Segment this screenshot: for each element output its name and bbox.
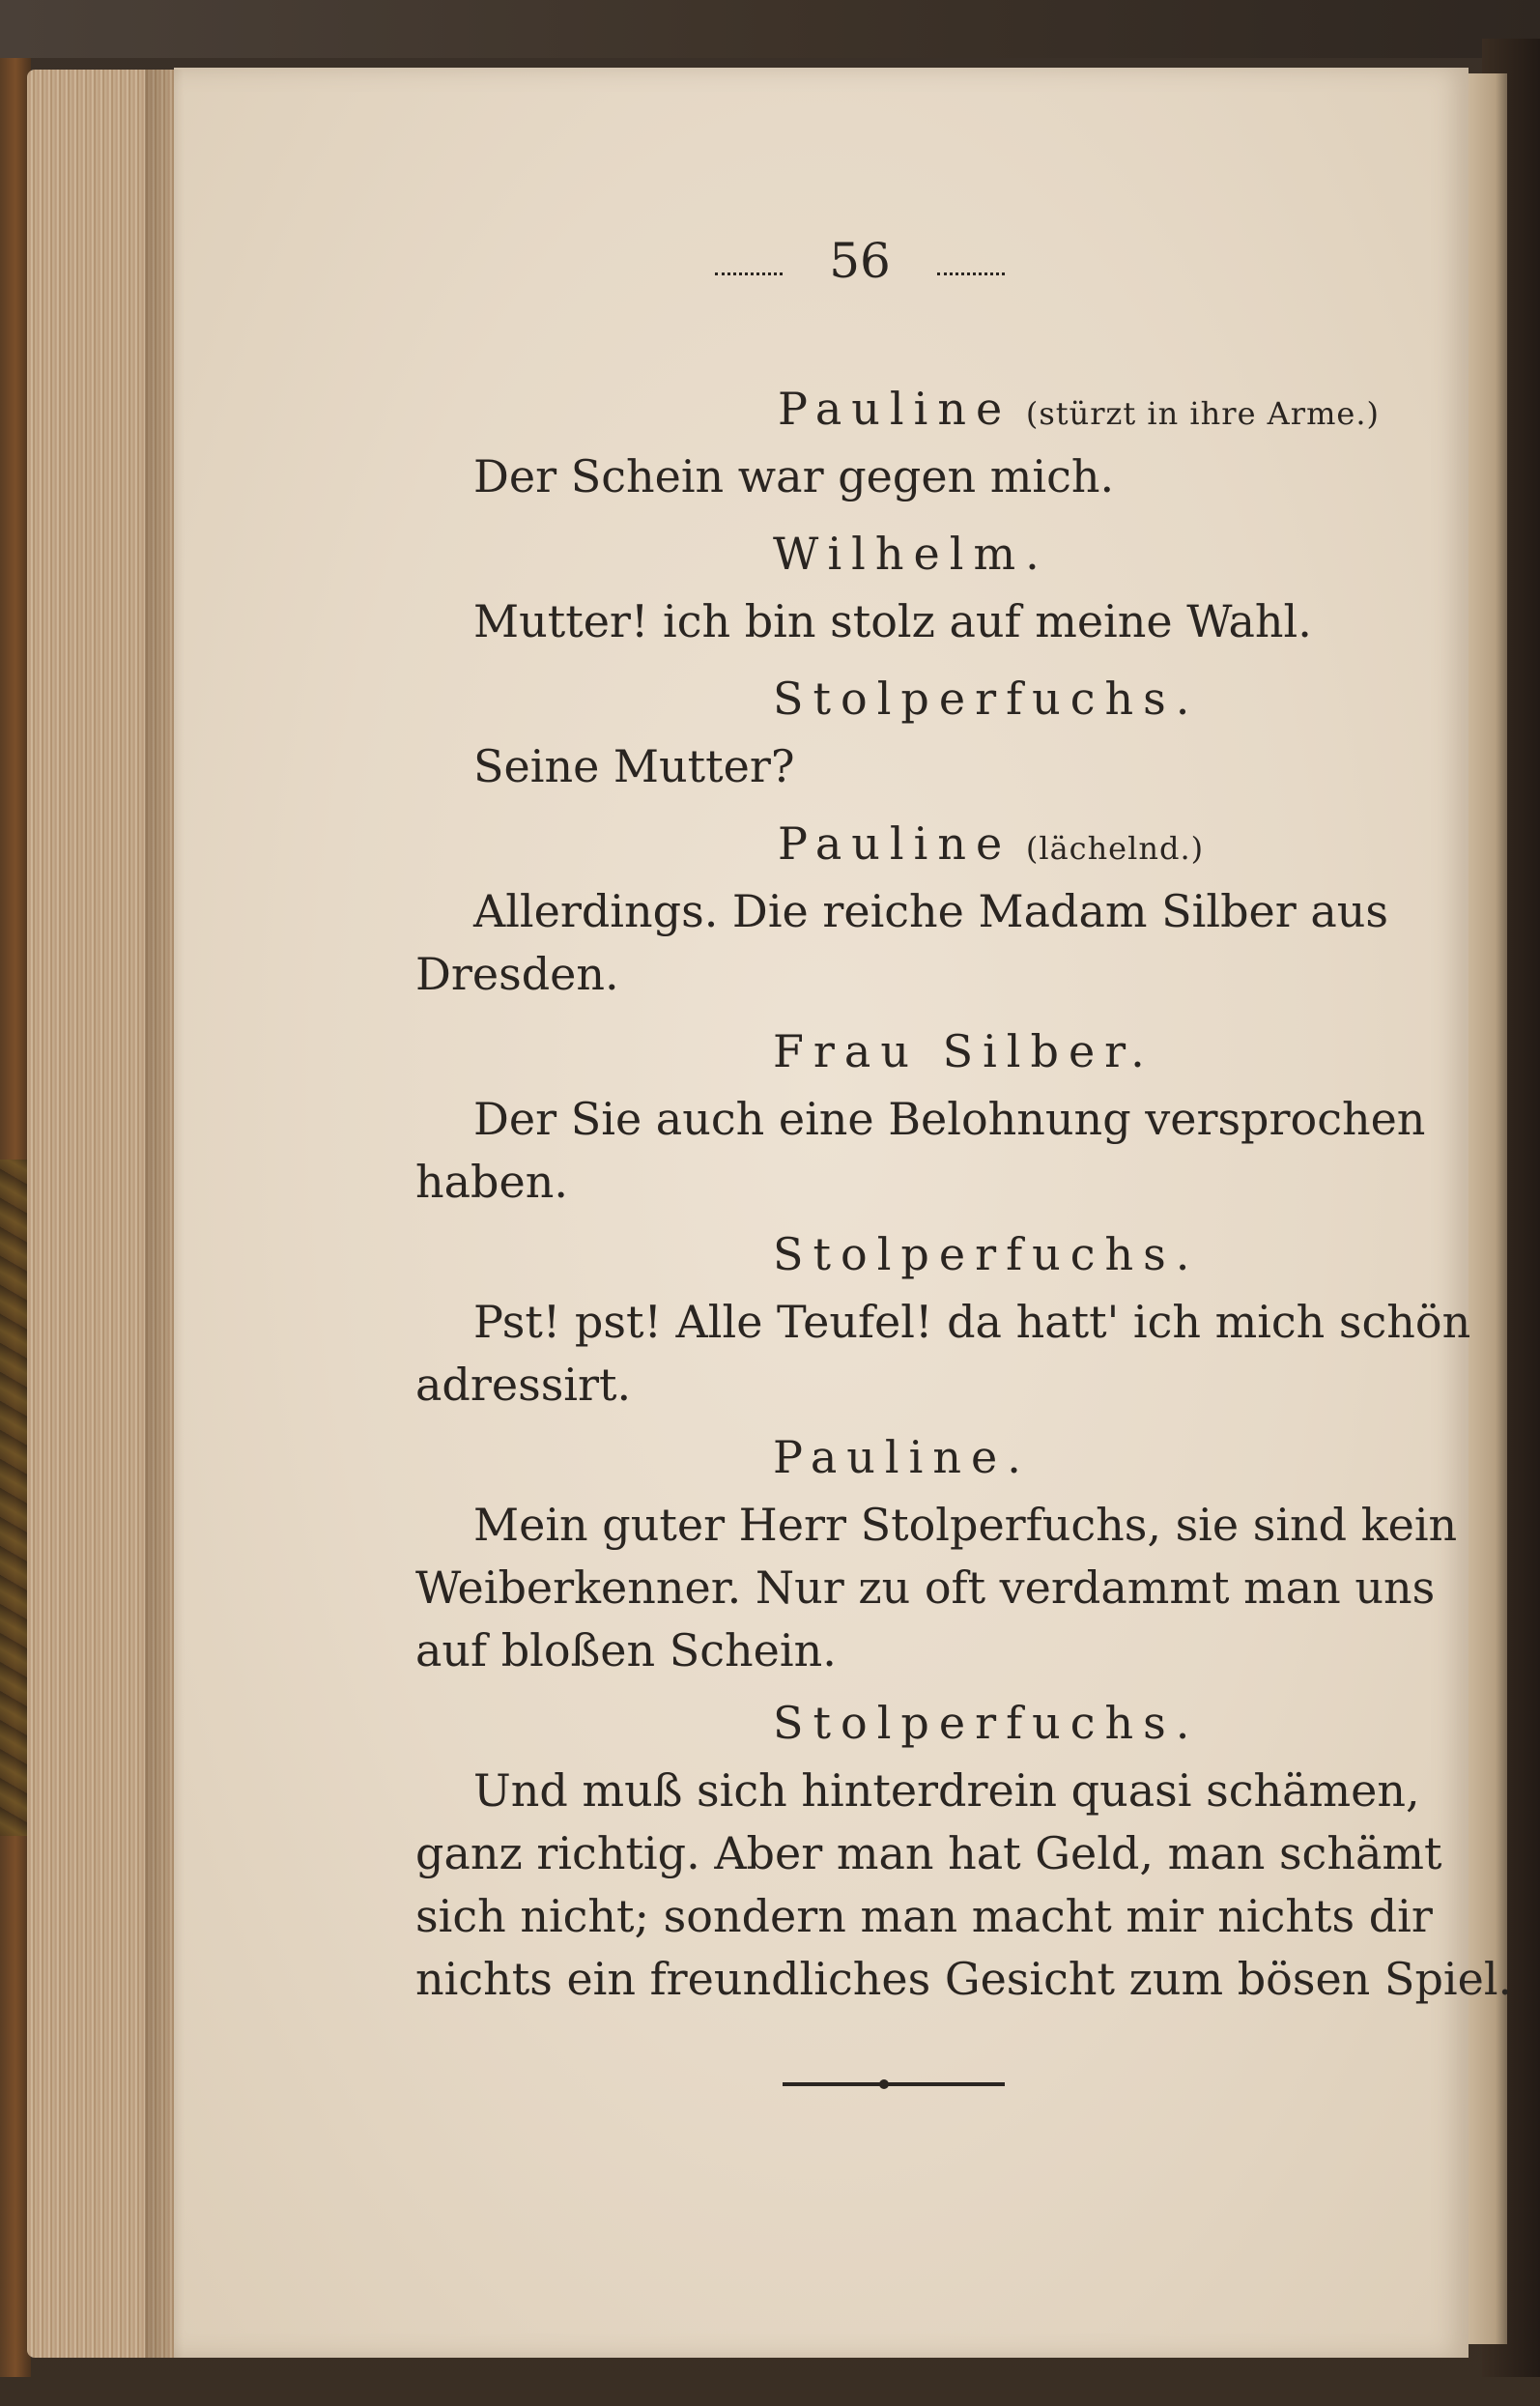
speaker-name: Stolperfuchs.	[773, 673, 1200, 725]
speaker-name: Stolperfuchs.	[773, 1228, 1200, 1280]
dialogue-line: nichts ein freundliches Gesicht zum bösen Spiel.	[415, 1953, 1513, 2005]
dialogue-line: Pst! pst! Alle Teufel! da hatt' ich mich schön	[473, 1296, 1471, 1348]
speaker-name: Wilhelm.	[773, 528, 1049, 580]
dialogue-line: Weiberkenner. Nur zu oft verdammt man uns	[415, 1561, 1436, 1614]
speaker-line	[778, 816, 1204, 875]
stage-direction: (stürzt in ihre Arme.)	[1025, 395, 1381, 432]
dialogue-line: Seine Mutter?	[473, 740, 795, 792]
speaker-name: Pauline.	[773, 1431, 1031, 1483]
speaker-name: Frau Silber.	[773, 1025, 1155, 1077]
ornament-left-icon	[715, 261, 783, 275]
end-rule-dot-icon	[879, 2079, 889, 2089]
dialogue-line: auf bloßen Schein.	[415, 1624, 837, 1676]
end-rule-divider	[783, 2082, 1005, 2086]
page-content	[174, 68, 1513, 2358]
book-page	[174, 68, 1513, 2358]
speaker-line	[778, 382, 1380, 441]
dialogue-line: adressirt.	[415, 1359, 632, 1411]
dialogue-line: Mutter! ich bin stolz auf meine Wahl.	[473, 595, 1312, 647]
dialogue-line: Allerdings. Die reiche Madam Silber aus	[473, 885, 1389, 937]
dialogue-line: Der Sie auch eine Belohnung versprochen	[473, 1093, 1426, 1145]
dialogue-line: ganz richtig. Aber man hat Geld, man schämt	[415, 1827, 1442, 1879]
dialogue-line: Und muß sich hinterdrein quasi schämen,	[473, 1764, 1420, 1817]
dialogue-line: Der Schein war gegen mich.	[473, 450, 1115, 502]
dialogue-line: haben.	[415, 1156, 568, 1208]
dialogue-line: Dresden.	[415, 948, 619, 1000]
ornament-right-icon	[937, 261, 1005, 275]
dialogue-line: sich nicht; sondern man macht mir nichts dir	[415, 1890, 1433, 1942]
cover-marbling	[0, 1160, 27, 1836]
page-number: 56	[829, 233, 891, 289]
stage-direction: (lächelnd.)	[1025, 830, 1205, 867]
gutter-shadow	[145, 70, 184, 2358]
speaker-name: Stolperfuchs.	[773, 1697, 1200, 1749]
speaker-name: Pauline	[778, 817, 1012, 870]
cover-top-edge	[0, 0, 1540, 58]
dialogue-line: Mein guter Herr Stolperfuchs, sie sind kein	[473, 1499, 1458, 1551]
page-header	[715, 232, 1005, 300]
speaker-name: Pauline	[778, 383, 1012, 435]
